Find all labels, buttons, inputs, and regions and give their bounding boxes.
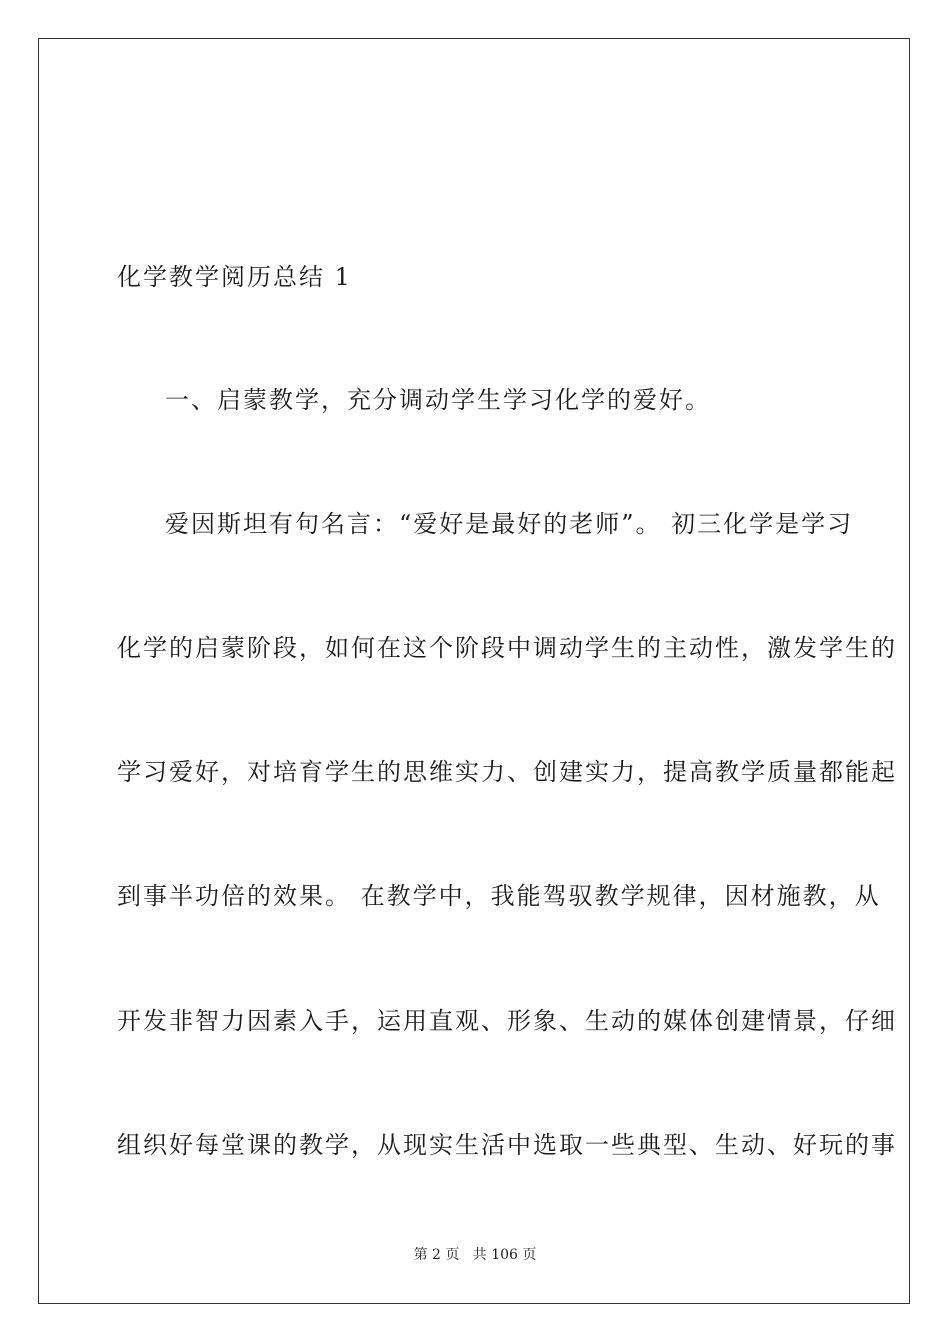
page-border: [38, 38, 910, 1304]
paragraph-line: 学习爱好，对培育学生的思维实力、创建实力，提高教学质量都能起: [117, 758, 897, 786]
paragraph-line: 到事半功倍的效果。 在教学中，我能驾驭教学规律，因材施教，从: [117, 882, 881, 910]
paragraph-line: 组织好每堂课的教学，从现实生活中选取一些典型、生动、好玩的事: [117, 1131, 897, 1159]
document-title: 化学教学阅历总结 1: [117, 263, 352, 291]
paragraph-line: 化学的启蒙阶段，如何在这个阶段中调动学生的主动性，激发学生的: [117, 634, 897, 662]
page-number-footer: 第 2 页 共 106 页: [413, 1247, 537, 1263]
paragraph-line: 开发非智力因素入手，运用直观、形象、生动的媒体创建情景，仔细: [117, 1007, 897, 1035]
section-heading: 一、启蒙教学，充分调动学生学习化学的爱好。: [165, 386, 711, 414]
paragraph-line: 爱因斯坦有句名言：“爱好是最好的老师”。 初三化学是学习: [165, 510, 854, 538]
